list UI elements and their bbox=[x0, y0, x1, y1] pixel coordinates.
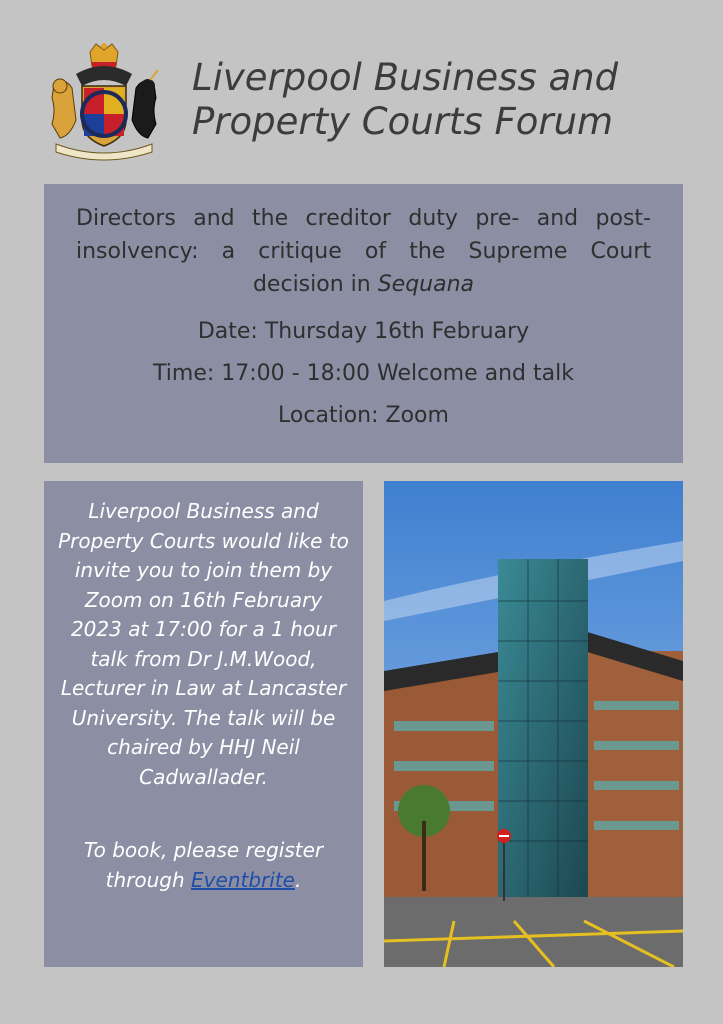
title-line-2: Property Courts Forum bbox=[192, 100, 614, 143]
event-info-panel bbox=[44, 184, 683, 463]
invitation-text: Liverpool Business and Property Courts would like to invite you to join them by Zoom on 16th February 2023 at 17:00 for a 1 hour talk from Dr J.M.Wood, Lecturer in Law at Lancaster University. The talk will be chaired by HHJ Neil Cadwallader. bbox=[58, 499, 349, 789]
forum-title bbox=[192, 56, 692, 144]
royal-coat-of-arms-logo bbox=[46, 40, 162, 164]
talk-title bbox=[76, 202, 651, 301]
eventbrite-link[interactable]: Eventbrite bbox=[191, 867, 295, 892]
booking-text bbox=[58, 836, 349, 895]
booking-suffix: . bbox=[294, 867, 302, 892]
talk-title-case: Sequana bbox=[377, 272, 475, 297]
event-date: Date: Thursday 16th February bbox=[197, 319, 530, 344]
talk-title-text: Directors and the creditor duty pre- and post-insolvency: a critique of the Supreme Court decision in bbox=[76, 206, 651, 297]
event-description-panel bbox=[44, 481, 363, 967]
event-time: Time: 17:00 - 18:00 Welcome and talk bbox=[153, 361, 574, 386]
event-location: Location: Zoom bbox=[278, 403, 449, 428]
title-line-1: Liverpool Business and bbox=[192, 56, 619, 99]
booking-prefix: To book, please register through bbox=[83, 838, 324, 892]
court-building-photo bbox=[384, 481, 683, 967]
